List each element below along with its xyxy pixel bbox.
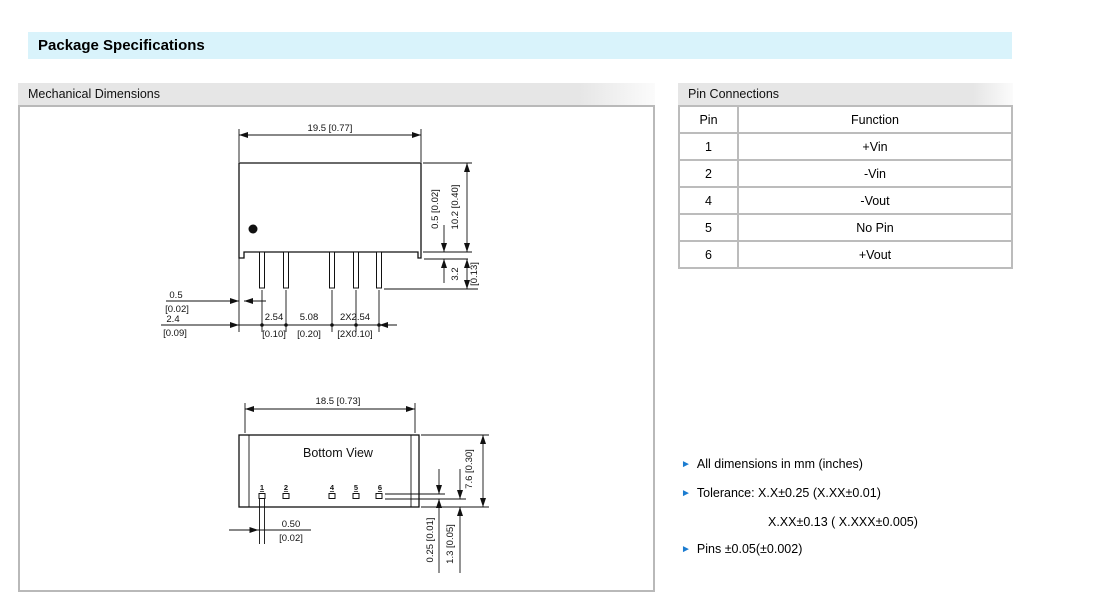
dim-pitch-a-in: [0.10] <box>262 329 286 340</box>
pin-number: 2 <box>679 160 738 187</box>
mechanical-dimensions-header: Mechanical Dimensions <box>18 83 655 105</box>
note-tolerance-cont <box>681 514 1091 530</box>
pin-label-1: 1 <box>259 483 265 492</box>
dim-bv-depth: 7.6 [0.30] <box>464 449 475 489</box>
dim-bv-pin-width-in: [0.02] <box>279 533 303 544</box>
pin-number: 1 <box>679 133 738 160</box>
dim-edge-to-pin-in: [0.09] <box>163 328 187 339</box>
dim-pitch-b-in: [0.20] <box>297 329 321 340</box>
side-view <box>161 123 480 340</box>
dim-body-height: 10.2 [0.40] <box>450 184 461 230</box>
table-row <box>679 214 1012 241</box>
note-pins <box>681 541 1091 559</box>
dim-bv-pin-width-mm: 0.50 <box>281 519 301 530</box>
side-view-pins <box>260 252 382 288</box>
triangle-bullet-icon: ► <box>681 459 691 470</box>
dim-bv-width: 18.5 [0.73] <box>315 396 361 407</box>
notes <box>681 456 1091 570</box>
dim-body-width: 19.5 [0.77] <box>307 123 353 134</box>
table-header-row <box>679 106 1012 133</box>
bottom-view-label: Bottom View <box>303 446 373 460</box>
pin-label-2: 2 <box>283 483 289 492</box>
column-header-pin: Pin <box>679 106 738 133</box>
note-text: Tolerance: X.X±0.25 (X.XX±0.01) <box>696 486 881 500</box>
pin-function: No Pin <box>738 214 1012 241</box>
dim-pitch-b-mm: 5.08 <box>299 312 319 323</box>
pin-label-6: 6 <box>377 483 383 492</box>
dim-pitch-a-mm: 2.54 <box>264 312 284 323</box>
pin-function: -Vin <box>738 160 1012 187</box>
dim-standoff: 0.5 [0.02] <box>430 189 441 229</box>
side-view-body <box>239 163 421 258</box>
note-dimensions <box>681 456 1091 474</box>
mechanical-dimensions-panel <box>18 83 655 592</box>
dim-edge-to-pin-mm: 2.4 <box>166 314 180 325</box>
pin-connections-table <box>678 105 1013 269</box>
pin-connections-panel <box>678 83 1013 269</box>
note-text: X.XX±0.13 ( X.XXX±0.005) <box>768 515 918 529</box>
table-row <box>679 187 1012 214</box>
triangle-bullet-icon: ► <box>681 488 691 499</box>
pin-label-4: 4 <box>329 483 335 492</box>
table-row <box>679 160 1012 187</box>
pin-number: 5 <box>679 214 738 241</box>
page-title: Package Specifications <box>28 32 1012 59</box>
table-row <box>679 133 1012 160</box>
mechanical-drawing <box>20 107 651 590</box>
dim-lead-offset-mm: 0.5 <box>169 290 183 301</box>
pin-number: 4 <box>679 187 738 214</box>
table-row <box>679 241 1012 268</box>
note-text: All dimensions in mm (inches) <box>696 457 863 471</box>
column-header-function: Function <box>738 106 1012 133</box>
dim-pin-thickness: 0.25 [0.01] <box>425 517 436 563</box>
pin-function: -Vout <box>738 187 1012 214</box>
pin-label-5: 5 <box>353 483 359 492</box>
dim-lead-offset-in: [0.02] <box>165 304 189 315</box>
pin-number: 6 <box>679 241 738 268</box>
dim-pitch-c-mm: 2X2.54 <box>339 312 371 323</box>
note-tolerance <box>681 485 1091 503</box>
pin-function: +Vout <box>738 241 1012 268</box>
mechanical-dimensions-body <box>18 105 655 592</box>
dim-pitch-c-in: [2X0.10] <box>337 329 373 340</box>
dim-pin-length-in: [0.13] <box>469 262 480 286</box>
triangle-bullet-icon: ► <box>681 544 691 555</box>
dim-bv-lead-offset: 1.3 [0.05] <box>445 524 456 564</box>
note-text: Pins ±0.05(±0.002) <box>696 542 803 556</box>
pin-connections-header: Pin Connections <box>678 83 1013 105</box>
dim-pin-length-mm: 3.2 <box>450 267 461 281</box>
pin-function: +Vin <box>738 133 1012 160</box>
bottom-view <box>229 396 489 573</box>
pin1-indicator-dot <box>249 225 258 234</box>
